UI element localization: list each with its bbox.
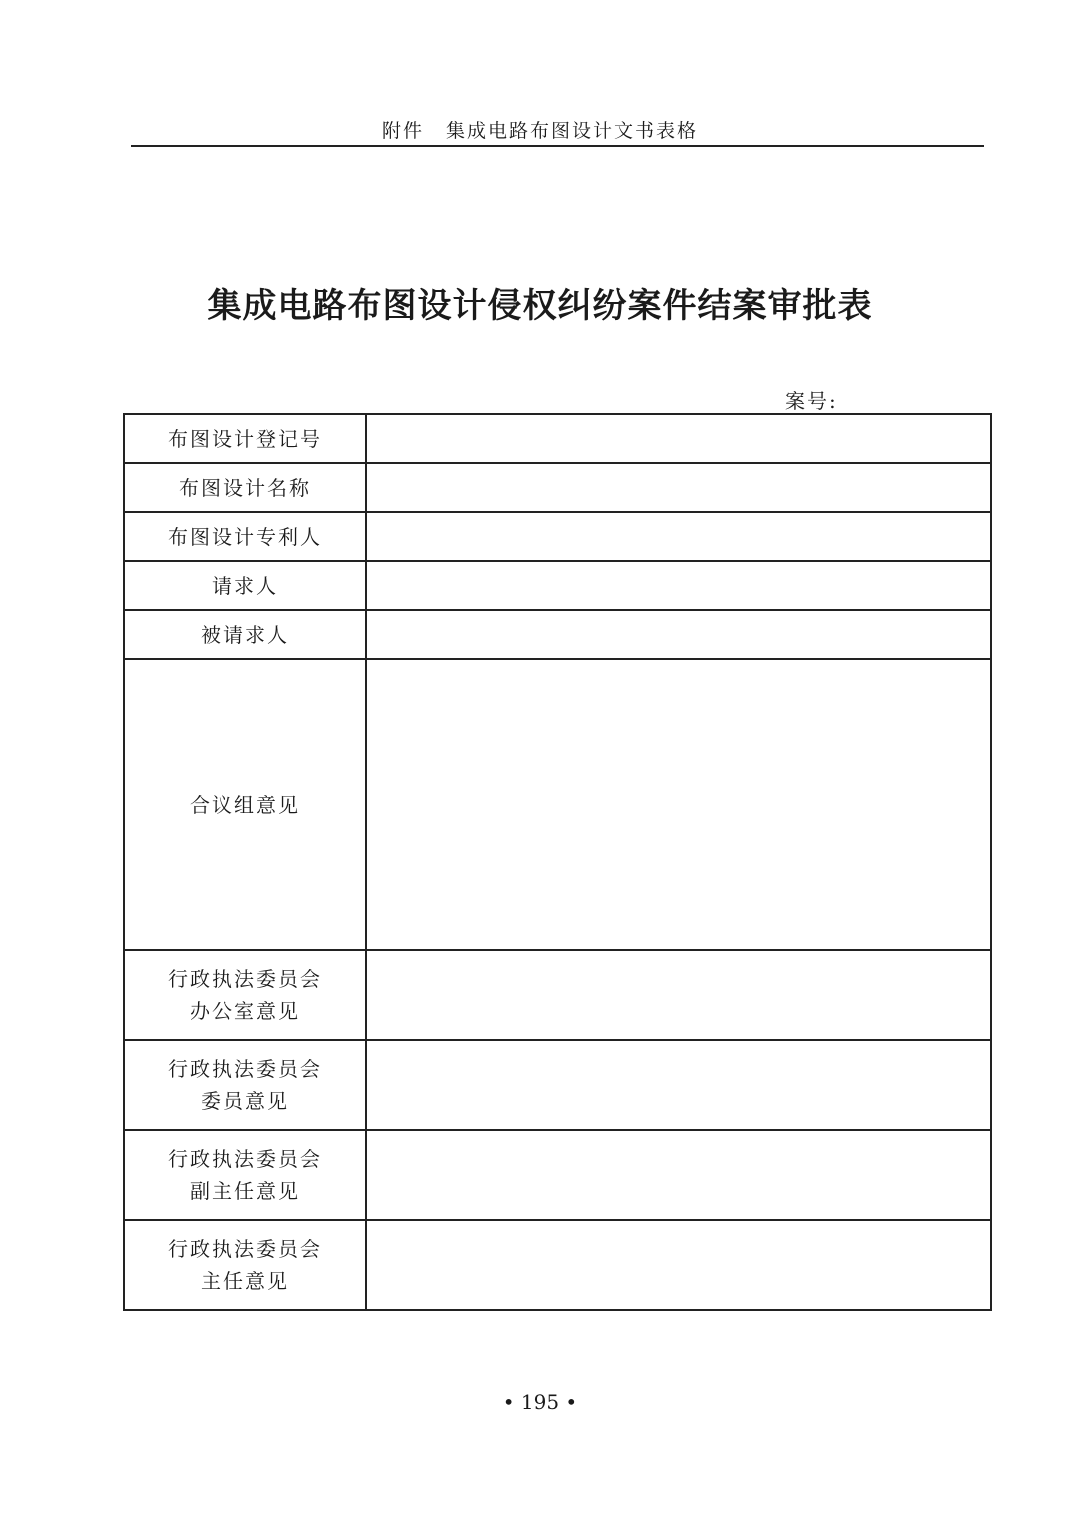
form-label-line: 办公室意见 [190, 999, 300, 1023]
form-label [124, 1220, 366, 1310]
document-title: 集成电路布图设计侵权纠纷案件结案审批表 [207, 286, 873, 326]
approval-form-table [123, 413, 992, 1311]
form-label [124, 1130, 366, 1220]
form-row-member-opinion [124, 1040, 991, 1130]
form-label-line: 行政执法委员会 [168, 1057, 322, 1081]
form-row-design-name [124, 463, 991, 512]
form-label-line: 主任意见 [201, 1269, 289, 1293]
form-row-respondent [124, 610, 991, 659]
form-label-line: 被请求人 [201, 622, 289, 647]
page-number: • 195 • [502, 1390, 578, 1414]
form-label [124, 1040, 366, 1130]
form-label-line: 委员意见 [201, 1089, 289, 1113]
form-label [124, 512, 366, 561]
form-row-director-opinion [124, 1220, 991, 1310]
form-label [124, 950, 366, 1040]
panel-opinion-field[interactable] [366, 659, 991, 950]
form-label-line: 请求人 [212, 573, 278, 598]
form-label [124, 414, 366, 463]
case-number-label: 案号: [785, 389, 838, 413]
form-row-vice-director-opinion [124, 1130, 991, 1220]
office-opinion-field[interactable] [366, 950, 991, 1040]
header-title: 集成电路布图设计文书表格 [446, 120, 699, 142]
form-row-office-opinion [124, 950, 991, 1040]
form-label-line: 布图设计名称 [179, 475, 311, 500]
design-name-field[interactable] [366, 463, 991, 512]
form-label [124, 659, 366, 950]
form-label-line: 布图设计登记号 [168, 426, 322, 451]
registration-number-field[interactable] [366, 414, 991, 463]
header-section: 附件 [381, 120, 424, 142]
form-row-patentee [124, 512, 991, 561]
form-label-line: 合议组意见 [190, 792, 300, 817]
form-row-requester [124, 561, 991, 610]
form-row-panel-opinion [124, 659, 991, 950]
requester-field[interactable] [366, 561, 991, 610]
form-label-line: 行政执法委员会 [168, 1237, 322, 1261]
header-rule [131, 145, 984, 147]
form-label [124, 561, 366, 610]
patentee-field[interactable] [366, 512, 991, 561]
form-label-line: 行政执法委员会 [168, 967, 322, 991]
form-label [124, 463, 366, 512]
form-label-line: 布图设计专利人 [168, 524, 322, 549]
form-row-registration-number [124, 414, 991, 463]
running-header [0, 116, 1080, 143]
vice-director-opinion-field[interactable] [366, 1130, 991, 1220]
form-label [124, 610, 366, 659]
form-label-line: 副主任意见 [190, 1179, 300, 1203]
director-opinion-field[interactable] [366, 1220, 991, 1310]
respondent-field[interactable] [366, 610, 991, 659]
member-opinion-field[interactable] [366, 1040, 991, 1130]
form-label-line: 行政执法委员会 [168, 1147, 322, 1171]
